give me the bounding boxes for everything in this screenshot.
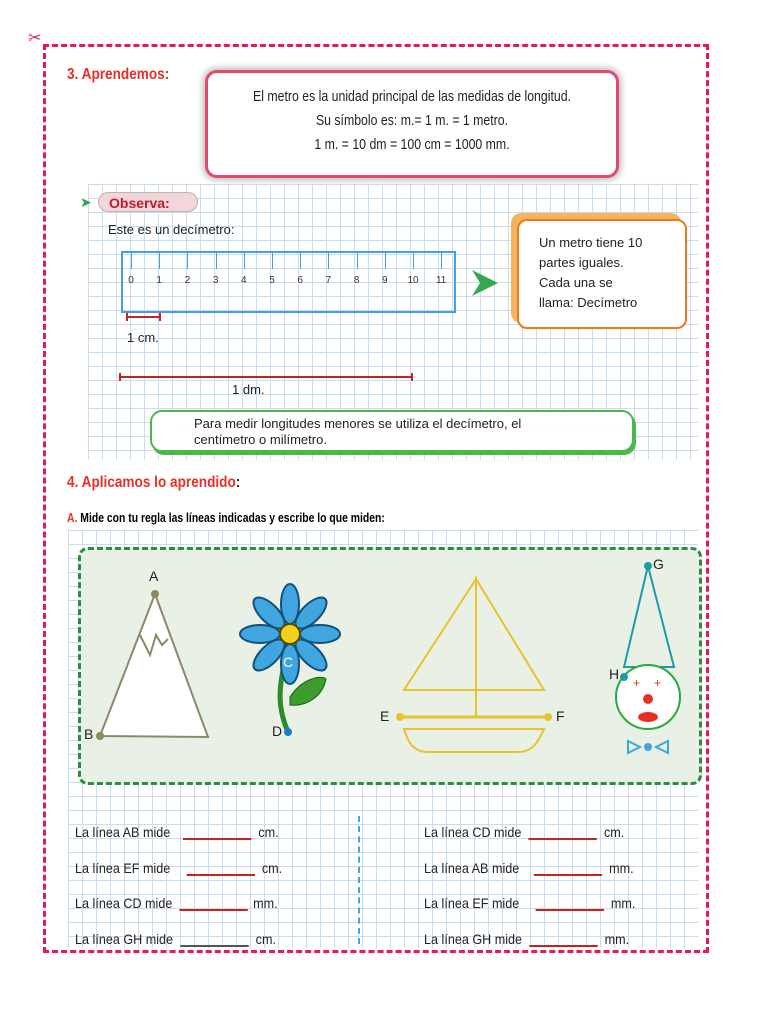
ruler-tick-label: 5 [269, 275, 275, 286]
definition-line-3: 1 m. = 10 dm = 100 cm = 1000 mm. [314, 136, 510, 153]
ruler-tick-label: 6 [297, 275, 303, 286]
answer-right-4 [424, 931, 629, 947]
ruler-tick [187, 253, 188, 269]
ruler-tick-label: 4 [241, 275, 247, 286]
cm-segment [126, 312, 162, 322]
point-a-dot [151, 590, 159, 598]
answer-left-2-text: La línea EF mide [75, 860, 171, 876]
answer-right-2-text: La línea AB mide [424, 860, 520, 876]
answer-left-4-unit: cm. [255, 931, 276, 947]
ruler-tick [131, 253, 132, 269]
ruler-tick-label: 10 [407, 275, 419, 286]
svg-text:+: + [633, 676, 641, 690]
point-e-label: E [380, 708, 390, 724]
cm-label: 1 cm. [127, 330, 159, 345]
dm-segment [119, 372, 415, 382]
ruler-tick-label: 8 [353, 275, 360, 286]
answer-left-4 [75, 931, 276, 947]
ruler-tick [300, 253, 301, 269]
answer-blank[interactable] [179, 895, 247, 911]
ruler-tick-label: 1 [156, 275, 162, 286]
answer-blank[interactable] [534, 860, 602, 876]
definition-line-2: Su símbolo es: m.= 1 m. = 1 metro. [315, 112, 509, 129]
answer-blank[interactable] [180, 931, 248, 947]
point-f-dot [544, 713, 552, 721]
arrow-icon: ➤ [80, 194, 92, 210]
answer-blank[interactable] [528, 824, 596, 840]
ruler-tick [244, 253, 245, 269]
svg-text:+: + [654, 676, 662, 690]
pointer-arrow-icon [470, 268, 500, 298]
ruler-tick [159, 253, 160, 269]
answer-right-3 [424, 895, 635, 911]
definition-line-1: El metro es la unidad principal de las medidas de longitud. [253, 88, 571, 105]
answer-right-3-text: La línea EF mide [424, 895, 520, 911]
point-a-label: A [149, 568, 159, 584]
point-h-label: H [609, 666, 620, 682]
dm-label: 1 dm. [232, 382, 265, 397]
green-note-line-2: centímetro o milímetro. [194, 432, 327, 447]
instruction-a [67, 510, 385, 525]
column-divider [358, 816, 360, 944]
ruler-tick-label: 3 [212, 275, 219, 286]
section-4-colon: : [235, 474, 241, 491]
meter-note-line-2: partes iguales. [539, 255, 624, 270]
answer-left-1 [75, 824, 279, 840]
ruler-tick [357, 253, 358, 269]
answer-left-4-text: La línea GH mide [75, 931, 174, 947]
answer-right-4-text: La línea GH mide [424, 931, 523, 947]
answer-right-4-unit: mm. [604, 931, 630, 947]
point-g-label: G [653, 556, 664, 572]
answer-left-3-text: La línea CD mide [75, 895, 173, 911]
point-e-dot [396, 713, 404, 721]
point-f-label: F [556, 708, 565, 724]
answer-right-3-unit: mm. [610, 895, 636, 911]
point-h-dot [620, 673, 628, 681]
ruler-tick-label: 2 [184, 275, 191, 286]
answer-left-1-text: La línea AB mide [75, 824, 171, 840]
ruler-tick-label: 0 [128, 275, 134, 286]
answer-right-1 [424, 824, 624, 840]
meter-note-line-4: llama: Decímetro [539, 295, 638, 310]
ruler-tick [328, 253, 329, 269]
answer-right-1-unit: cm. [603, 824, 625, 840]
scissors-icon: ✂ [28, 30, 42, 47]
answer-blank[interactable] [183, 824, 251, 840]
point-b-label: B [84, 726, 94, 742]
answer-blank[interactable] [529, 931, 597, 947]
observa-label: Observa: [98, 192, 198, 212]
answer-right-2-unit: mm. [609, 860, 634, 876]
point-c-label: C [283, 654, 294, 670]
answer-right-2 [424, 860, 634, 876]
point-d-label: D [272, 723, 283, 739]
ruler-tick-label: 7 [325, 275, 332, 286]
answer-blank[interactable] [186, 860, 254, 876]
green-note-box [150, 410, 634, 452]
ruler-caption: Este es un decímetro: [108, 222, 235, 237]
answer-left-1-unit: cm. [258, 824, 279, 840]
answer-left-2 [75, 860, 282, 876]
ruler-tick-label: 9 [382, 275, 388, 286]
ruler-tick [441, 253, 442, 269]
section-4-title-text: 4. Aplicamos lo aprendido [67, 474, 236, 491]
meter-note-box [517, 219, 687, 329]
point-b-dot [96, 732, 104, 740]
decimeter-ruler [121, 251, 456, 313]
ruler-tick [216, 253, 217, 269]
meter-note-line-3: Cada una se [539, 275, 613, 290]
section-3-title: 3. Aprendemos: [67, 66, 170, 83]
answer-left-3 [75, 895, 278, 911]
answer-left-2-unit: cm. [261, 860, 283, 876]
point-g-dot [644, 562, 652, 570]
answer-blank[interactable] [535, 895, 603, 911]
ruler-tick [385, 253, 386, 269]
instruction-letter: A. [67, 510, 78, 525]
instruction-text: Mide con tu regla las líneas indicadas y escribe lo que miden: [77, 510, 385, 525]
meter-note-line-1: Un metro tiene 10 [539, 235, 643, 250]
answer-left-3-unit: mm. [253, 895, 278, 911]
answer-right-1-text: La línea CD mide [424, 824, 522, 840]
figures-illustration [78, 547, 696, 779]
section-4-title [67, 474, 240, 492]
point-d-dot [284, 728, 292, 736]
green-note-line-1: Para medir longitudes menores se utiliza el decímetro, el [194, 416, 522, 431]
ruler-tick-label: 11 [435, 275, 447, 286]
ruler-tick [272, 253, 273, 269]
ruler-tick [413, 253, 414, 269]
definition-box [205, 70, 619, 178]
